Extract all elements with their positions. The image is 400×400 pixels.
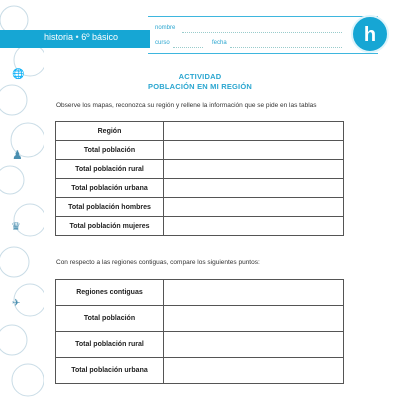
table-row xyxy=(56,217,344,236)
table-row xyxy=(56,198,344,217)
instructions-second: Con respecto a las regiones contiguas, compare los siguientes puntos: xyxy=(56,259,260,266)
row-label: Total población xyxy=(56,141,164,160)
activity-subtitle: POBLACIÓN EN MI REGIÓN xyxy=(148,82,252,91)
row-label: Región xyxy=(56,122,164,141)
table-row xyxy=(56,160,344,179)
region-table xyxy=(55,121,344,236)
airplane-icon: ✈ xyxy=(12,298,21,309)
logo-letter: h xyxy=(363,24,377,46)
answer-cell[interactable] xyxy=(164,160,344,179)
logo-icon xyxy=(350,14,390,54)
date-field[interactable] xyxy=(230,47,342,48)
contiguous-regions-table xyxy=(55,279,344,384)
subject-name: historia xyxy=(44,32,74,42)
explorer-figure-icon: ♟ xyxy=(12,148,23,162)
table-row xyxy=(56,179,344,198)
answer-cell[interactable] xyxy=(164,306,344,332)
name-label: nombre xyxy=(155,25,176,31)
answer-cell[interactable] xyxy=(164,332,344,358)
subject-separator: • xyxy=(75,32,79,42)
answer-cell[interactable] xyxy=(164,280,344,306)
name-field[interactable] xyxy=(182,32,342,33)
answer-cell[interactable] xyxy=(164,141,344,160)
table-row xyxy=(56,280,344,306)
globe-icon: 🌐 xyxy=(12,69,25,80)
grade-label: 6º básico xyxy=(81,32,119,42)
answer-cell[interactable] xyxy=(164,217,344,236)
course-field[interactable] xyxy=(173,47,203,48)
row-label: Total población rural xyxy=(56,332,164,358)
table-row xyxy=(56,332,344,358)
instructions-first: Observe los mapas, reconozca su región y rellene la información que se pide en las tablas xyxy=(56,102,317,109)
date-label: fecha xyxy=(212,40,227,46)
row-label: Total población hombres xyxy=(56,198,164,217)
row-label: Total población xyxy=(56,306,164,332)
table-row xyxy=(56,141,344,160)
answer-cell[interactable] xyxy=(164,122,344,141)
student-info-box xyxy=(148,16,378,54)
course-label: curso xyxy=(155,40,170,46)
table-row xyxy=(56,306,344,332)
activity-title: ACTIVIDAD xyxy=(178,72,222,81)
table-row xyxy=(56,358,344,384)
subject-label xyxy=(44,32,118,42)
row-label: Total población rural xyxy=(56,160,164,179)
row-label: Total población urbana xyxy=(56,358,164,384)
answer-cell[interactable] xyxy=(164,358,344,384)
row-label: Total población mujeres xyxy=(56,217,164,236)
crown-icon: ♛ xyxy=(11,221,21,233)
row-label: Total población urbana xyxy=(56,179,164,198)
table-row xyxy=(56,122,344,141)
decorative-side-strip xyxy=(0,0,44,400)
answer-cell[interactable] xyxy=(164,179,344,198)
row-label: Regiones contiguas xyxy=(56,280,164,306)
answer-cell[interactable] xyxy=(164,198,344,217)
